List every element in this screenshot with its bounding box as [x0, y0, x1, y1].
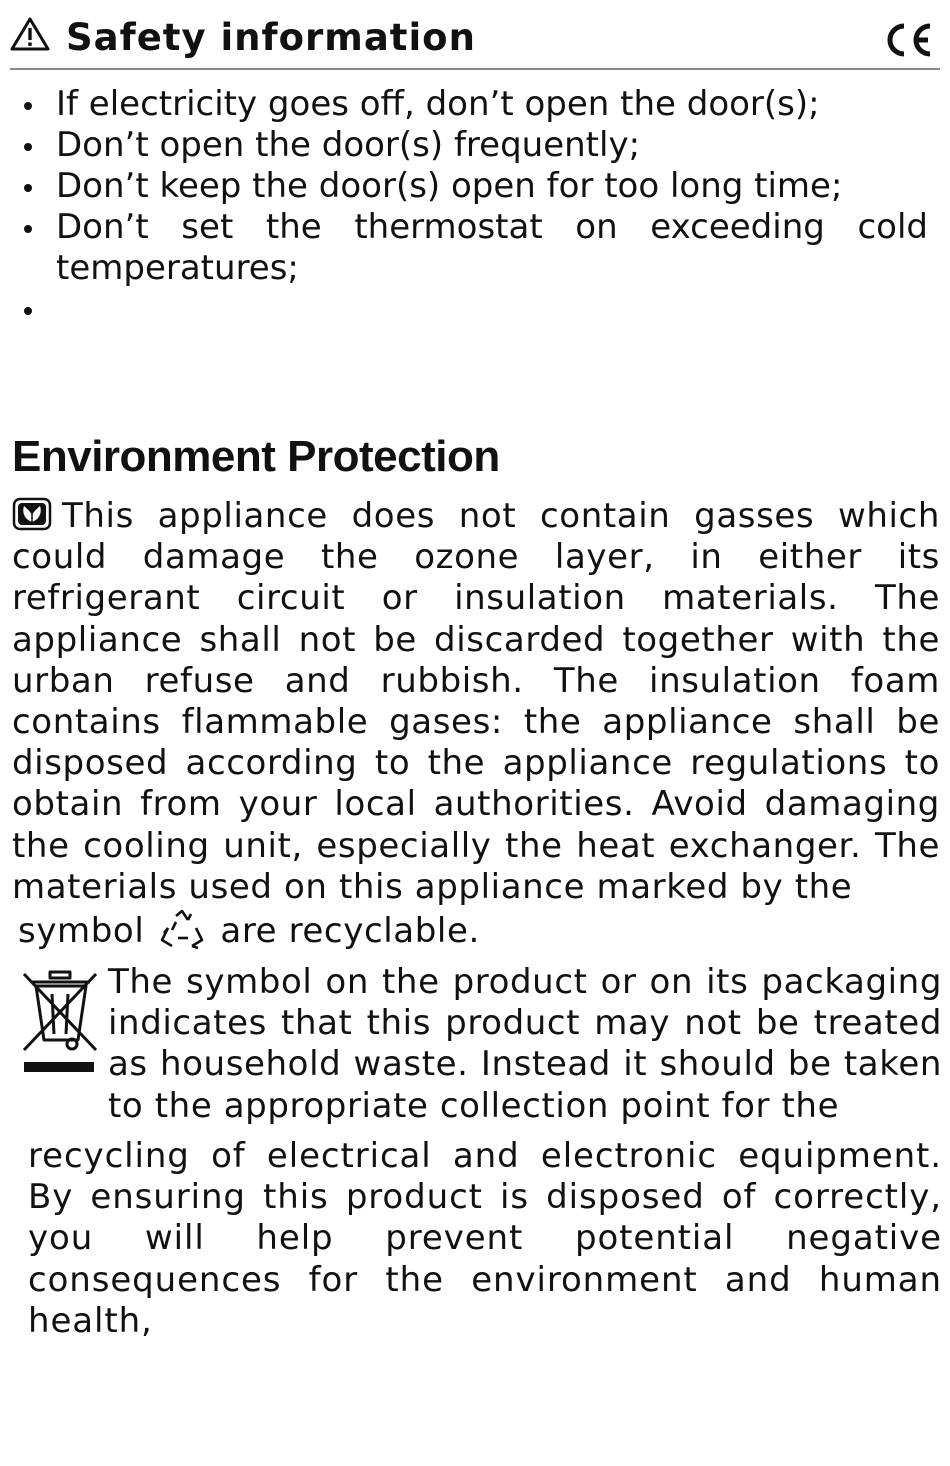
ozone-paragraph	[12, 496, 940, 908]
bullet-dot	[24, 143, 32, 151]
warning-triangle-icon	[10, 16, 50, 52]
section-title: Environment Protection	[12, 432, 500, 481]
list-item	[18, 207, 928, 289]
weee-paragraph: The symbol on the product or on its packaging indicates that this product may not be treated as household waste. Instead it should be taken to the appropriate collection point for the	[108, 962, 942, 1126]
crossed-out-bin-icon	[20, 968, 100, 1076]
paragraph-text: symbol	[18, 911, 145, 951]
recycling-paragraph: recycling of electrical and electronic equipment. By ensuring this product is disposed of correctly, you will help prevent potential negative consequences for the environment and human health,	[28, 1136, 942, 1341]
recycle-line	[18, 908, 480, 952]
paragraph-text: are recyclable.	[220, 911, 480, 951]
recycle-icon	[158, 908, 206, 952]
bullet-dot	[24, 184, 32, 192]
safety-header	[10, 10, 940, 70]
bullet-dot	[24, 307, 32, 315]
bullet-text: Don’t set the thermostat on exceeding cold temperatures;	[56, 207, 928, 288]
list-item	[18, 289, 928, 335]
bullet-dot	[24, 225, 32, 233]
list-item	[18, 84, 928, 125]
bullet-text: Don’t open the door(s) frequently;	[56, 125, 641, 165]
bullet-text: Don’t keep the door(s) open for too long time;	[56, 166, 843, 206]
paragraph-text: The materials used on this appliance marked by the	[12, 825, 940, 907]
paragraph-text: This appliance does not contain gasses which could damage the ozone layer, in either its refrigerant circuit or insulation materials. The appliance shall not be discarded together with the urban refuse and rubbish. The insulation foam contains flammable gases: the appliance shall be disposed according to the appliance regulations to obtain from your local authorities. Avoid damaging the cooling unit, especially the heat exchanger.	[12, 496, 940, 866]
bullet-dot	[24, 102, 32, 110]
ce-mark-icon	[880, 20, 936, 60]
safety-bullet-list	[18, 84, 928, 335]
eco-leaf-icon	[12, 497, 52, 531]
list-item	[18, 125, 928, 166]
list-item	[18, 166, 928, 207]
bullet-text: If electricity goes off, don’t open the door(s);	[56, 84, 820, 124]
page-title: Safety information	[66, 16, 476, 59]
